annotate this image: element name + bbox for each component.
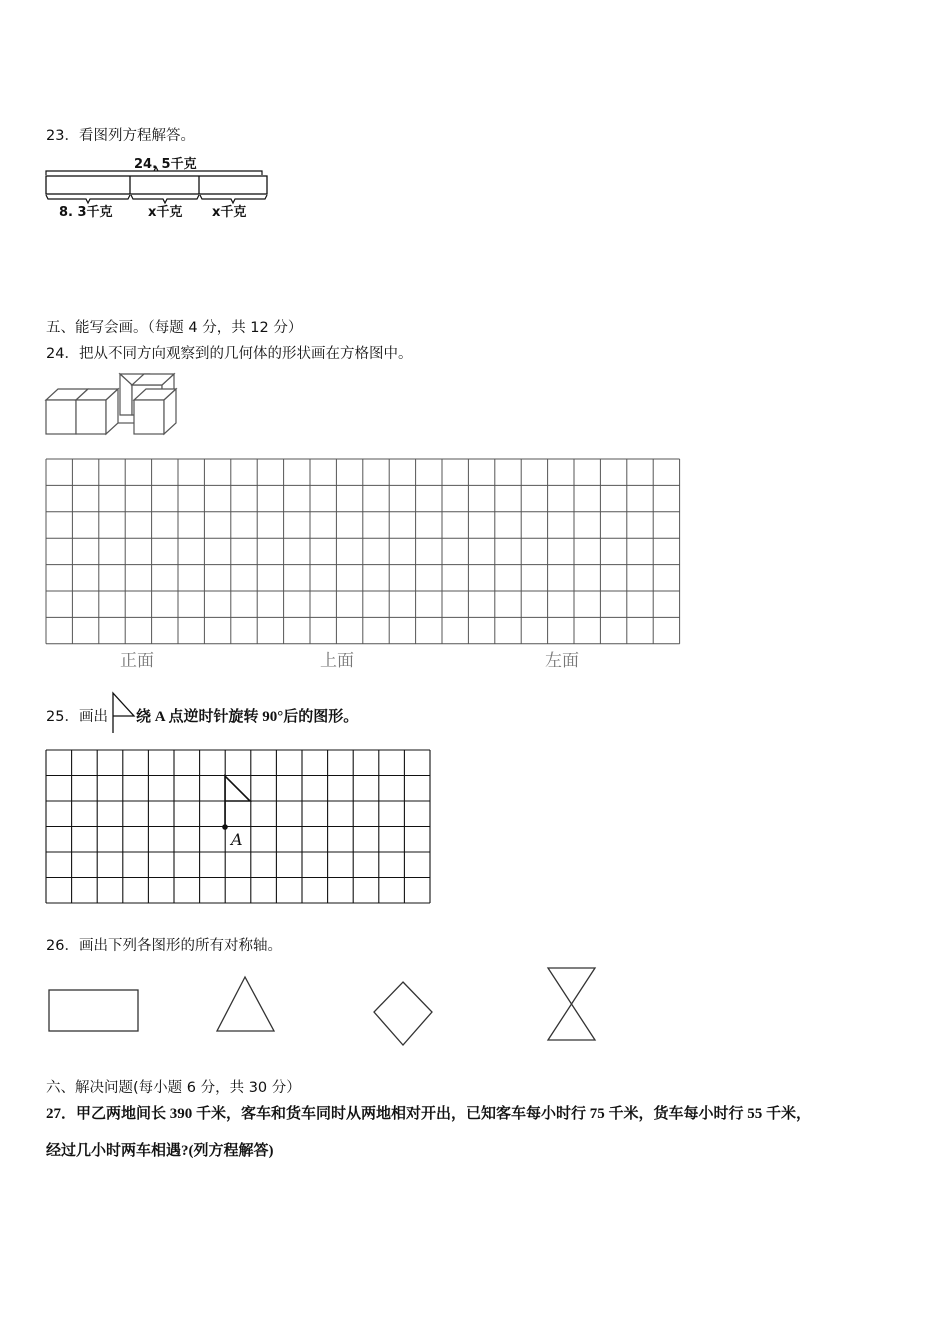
- q24-left-label: 左面: [545, 651, 579, 670]
- q23-total-label: 24. 5千克: [134, 157, 197, 172]
- section5-heading: 五、能写会画。（每题 4 分，共 12 分）: [46, 320, 303, 336]
- q23-seg2-label: x千克: [148, 205, 183, 220]
- q25-suffix: 绕 A 点逆时针旋转 90°后的图形。: [136, 709, 359, 725]
- q26-triangle: [217, 977, 274, 1031]
- section6-heading: 六、解决问题(每小题 6 分，共 30 分）: [46, 1080, 301, 1096]
- q23-seg1-label: 8. 3千克: [59, 205, 113, 220]
- q27-line2: 经过几小时两车相遇?(列方程解答): [46, 1143, 274, 1159]
- q26-rectangle: [49, 990, 138, 1031]
- q25-prefix: 25．画出: [46, 709, 108, 725]
- q25-point-label: A: [231, 830, 243, 849]
- q23-title: 23．看图列方程解答。: [46, 128, 195, 144]
- q24-top-label: 上面: [320, 651, 354, 670]
- q24-title: 24．把从不同方向观察到的几何体的形状画在方格图中。: [46, 346, 413, 362]
- q26-rhombus: [374, 982, 432, 1045]
- q26-title: 26．画出下列各图形的所有对称轴。: [46, 938, 282, 954]
- q24-front-label: 正面: [120, 651, 154, 670]
- q27-line1: 27．甲乙两地间长 390 千米，客车和货车同时从两地相对开出，已知客车每小时行 75 千米，货车每小时行 55 千米，: [46, 1106, 812, 1122]
- q23-seg3-label: x千克: [212, 205, 247, 220]
- q26-hourglass: [548, 968, 595, 1040]
